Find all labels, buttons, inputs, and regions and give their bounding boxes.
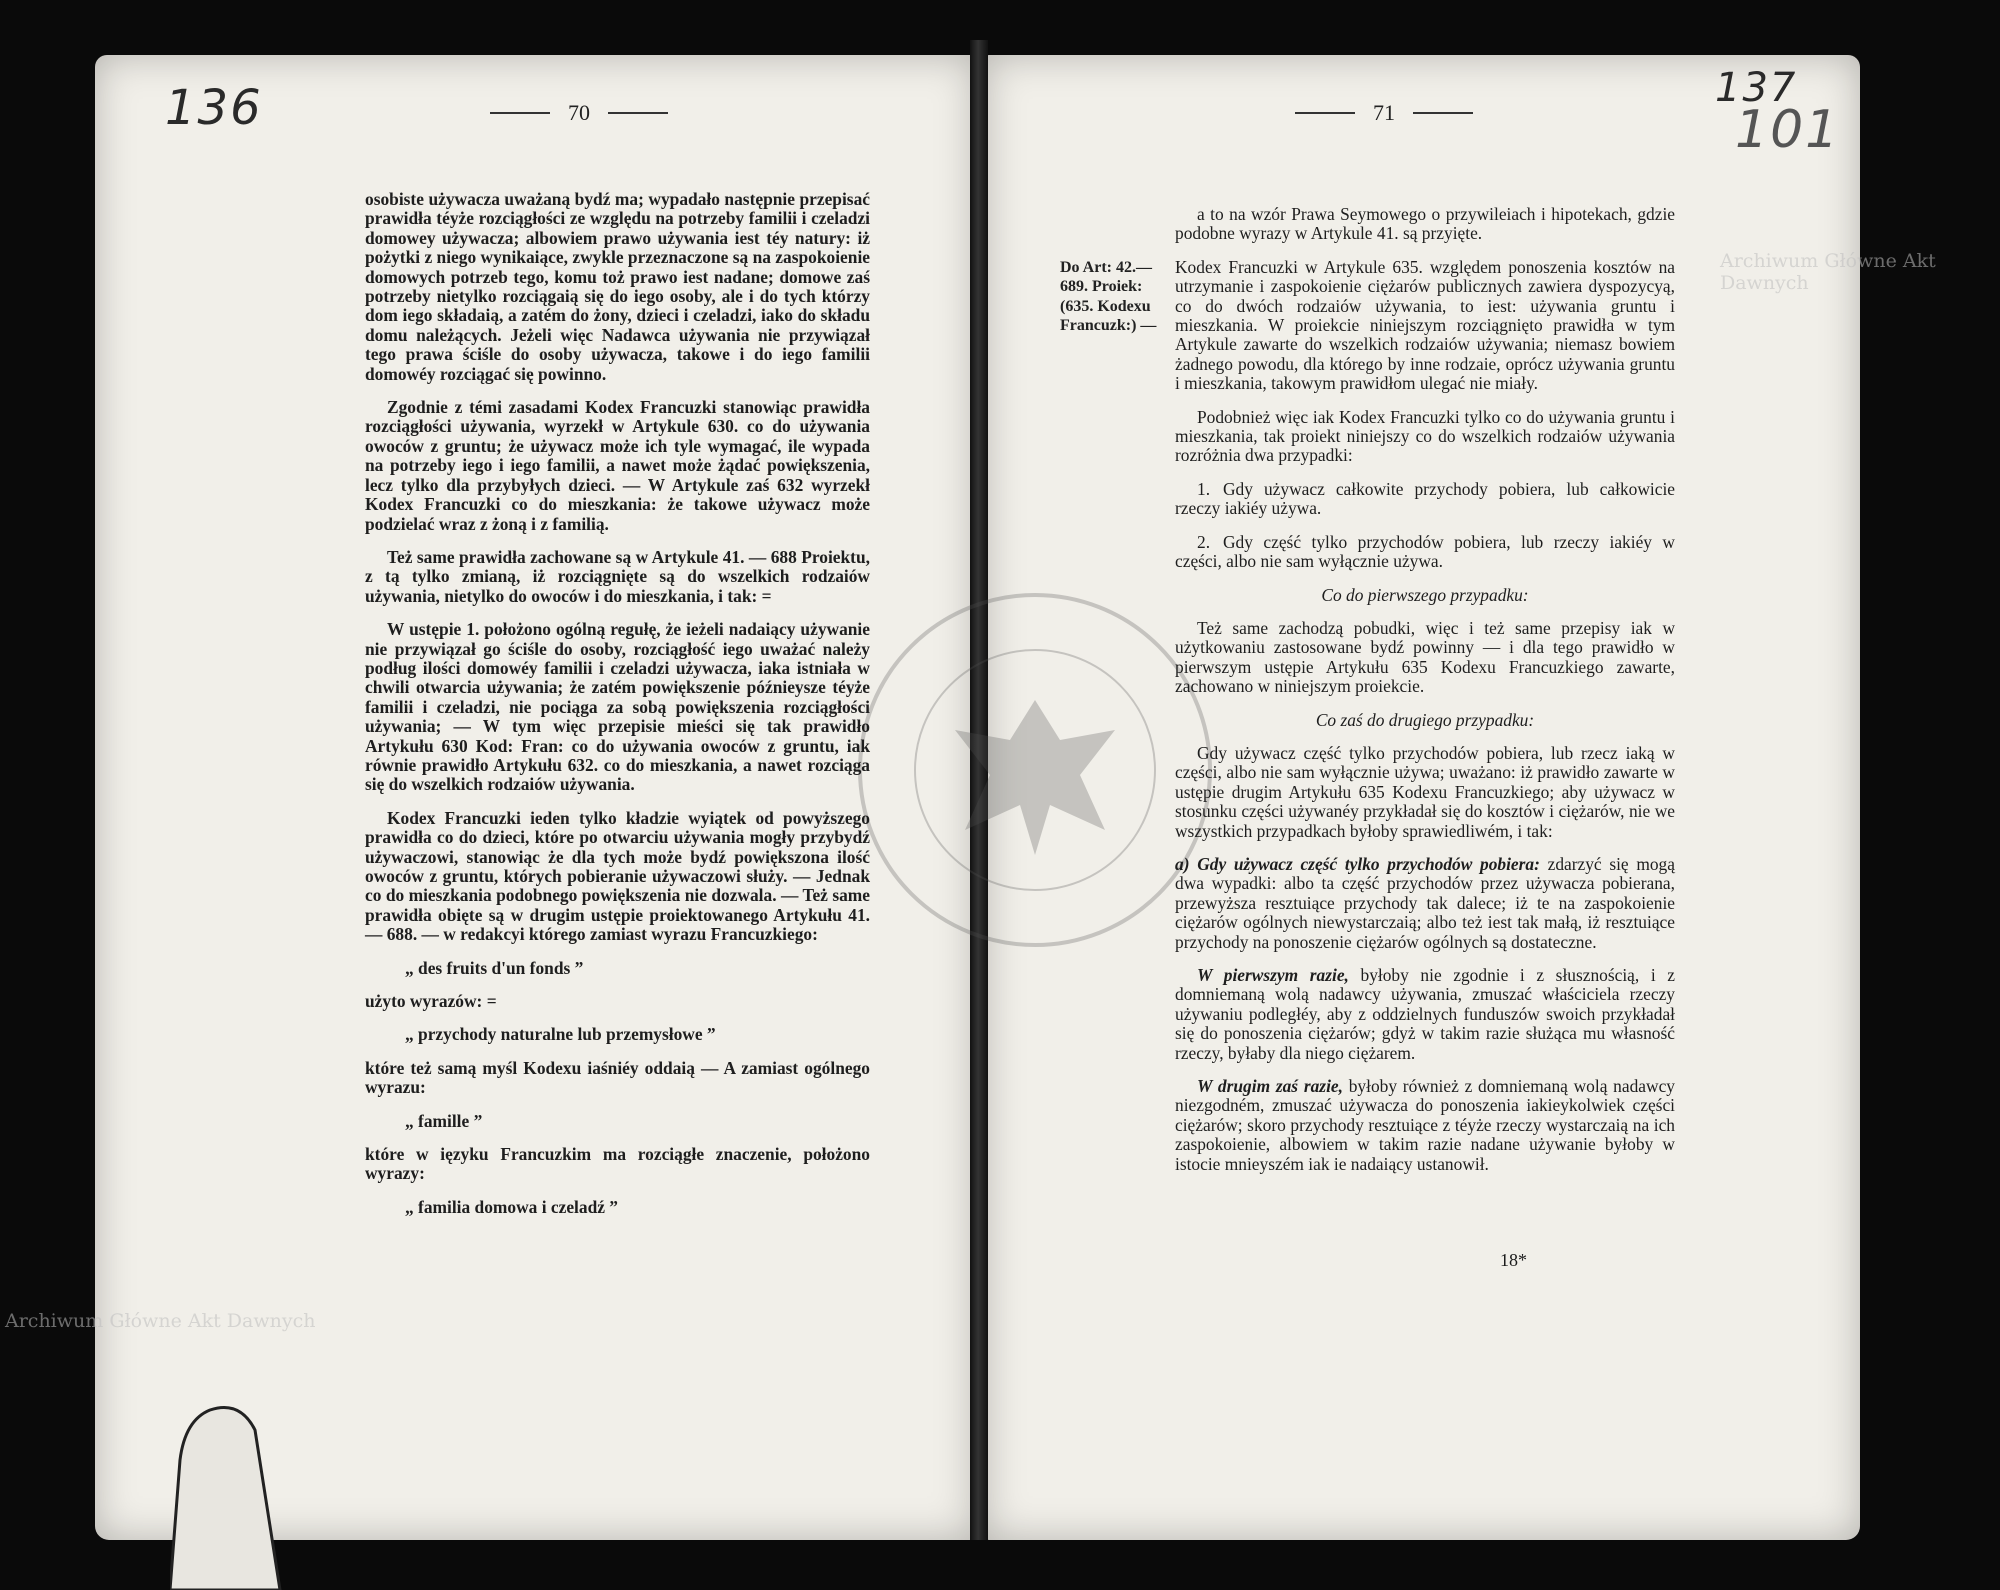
right-paragraph: Też same zachodzą pobudki, więc i też same przepisy iak w użytkowaniu zastosowane bydź powinny — i dla tego prawidło w pierwszym ustępie Artykułu 635 Kodexu Francuzkiego zawarte, zachowano w niniejszym proiekcie. <box>1175 617 1675 697</box>
section-heading: Co do pierwszego przypadku: <box>1321 584 1529 605</box>
left-paragraph: osobiste używacza uważaną bydź ma; wypadało następnie przepisać prawidła téyże rozciągłości ze względu na potrzeby familii i czeladzi domowey używacza; albowiem prawo używania iest téy natury: iż pożytki z niego wynikaiące, zwykle przeznaczone są na zaspokoienie domowych potrzeb tego, komu toż prawo iest nadane; domowe zaś potrzeby nietylko rozciągaią się do iego osoby, ale i do tych którzy dom iego składaią, a zatém do żony, dzieci i czeladzi, iako do składu domu należących. Jeżeli więc Nadawca używania nie przywiązał tego prawa ściśle do osoby używacza, takowe i do iego familii domowéy rozciągać się powinno. <box>365 189 870 384</box>
second-case-paragraph <box>1175 1077 1675 1174</box>
archive-seal <box>845 580 1225 960</box>
dash <box>608 112 668 114</box>
right-paragraph: Kodex Francuzki w Artykule 635. względem ponoszenia kosztów na utrzymanie i zaspokoienie ciężarów publicznych zawiera dyspozycyą, co do dwóch rodzaiów używania, to iest: używania gruntu i mieszkania. W proiekcie niniejszym rozciągnięto prawidła w tym Artykule zawarte do wszelkich rodzaiów używania; niemasz bowiem żadnego powodu, dla którego by inne rodzaie, oprócz używania gruntu i mieszkania, takowym prawidłom ulegać nie miały. <box>1175 256 1675 394</box>
watermark-top-right: Archiwum Główne Akt Dawnych <box>1720 250 1936 294</box>
right-page-body <box>1175 205 1675 1188</box>
section-heading: Co zaś do drugiego przypadku: <box>1315 709 1535 730</box>
quote-polish: „ przychody naturalne lub przemysłowe ” <box>405 1024 716 1045</box>
page-number-text: 70 <box>568 100 590 125</box>
case-text: Gdy używacz całkowite przychody pobiera, lub całkowicie rzeczy iakiéy używa. <box>1175 478 1675 519</box>
right-paragraph: a to na wzór Prawa Seymowego o przywileiach i hipotekach, gdzie podobne wyrazy w Artykule 41. są przyięte. <box>1175 204 1675 244</box>
right-paragraph: Gdy używacz część tylko przychodów pobiera, lub rzecz iaką w części, albo nie sam wyłącznie używa; uważano: iż prawidło zawarte w ustępie drugim Artykułu 635 Kodexu Francuzkiego; aby używacz w stosunku części używanéy przykładał się do kosztów i ciężarów, nie we wszystkich przypadkach byłoby sprawiedliwém, i tak: <box>1175 742 1675 841</box>
quote-french: „ des fruits d'un fonds ” <box>405 957 584 978</box>
case-1 <box>1175 480 1675 519</box>
left-paragraph: Zgodnie z témi zasadami Kodex Francuzki stanowiąc prawidła rozciągłości używania, wyrzekł w Artykule 630. co do używania owoców z gruntu; że używacz może ich tyle wymagać, ile wypada na potrzeby iego i iego familii, a nawet może żądać powiększenia, lecz tylko dla przybyłych dzieci. — W Artykule zaś 632 wyrzekł Kodex Francuzki co do mieszkania: że takowe używacz może podzielać wraz z żoną i z familią. <box>365 397 870 534</box>
handwritten-folio-right: 137 <box>1715 65 1798 111</box>
left-page-number <box>490 100 668 126</box>
left-line: które w ięzyku Francuzkim ma rozciągłe znaczenie, położono wyrazy: <box>365 1144 870 1184</box>
printer-signature: 18* <box>1500 1250 1527 1270</box>
page-number-text: 71 <box>1373 100 1395 125</box>
left-page-body <box>365 190 870 1231</box>
lead-italic: W pierwszym razie, <box>1197 965 1349 985</box>
handwritten-folio-left: 136 <box>165 80 263 136</box>
right-paragraph: Podobnież więc iak Kodex Francuzki tylko co do używania gruntu i mieszkania, tak proiekt niniejszy co do wszelkich rodzaiów używania rozróżnia dwa przypadki: <box>1175 406 1675 466</box>
left-line: użyto wyrazów: = <box>365 991 497 1012</box>
handwritten-folio-old: 101 <box>1735 100 1841 160</box>
margin-note: Do Art: 42.— 689. Proiek: (635. Kodexu Francuzk:) — <box>1060 259 1157 335</box>
first-case-paragraph <box>1175 966 1675 1063</box>
paragraph-text: byłoby również z domniemaną wolą nadawcy niezgodném, zmuszać używacza do ponoszenia iakieykolwiek części ciężarów; skoro przychody resztuiące z téyże rzeczy wystarczaią na ich zaspokoienie, albowiem w takim razie nadane używanie byłoby w istocie mnieyszém iak ie nadaiący ustanowił. <box>1175 1076 1675 1174</box>
case-a-text: zdarzyć się mogą dwa wypadki: albo ta część przychodów przez używacza pobierana, przewyższa resztuiące przychody tak dalece; iż te na zaspokoienie ciężarów ogólnych niewystarczaią; albo też iest tak małą, iż resztuiące przychody na ponoszenie ciężarów ogólnych są dostateczne. <box>1175 853 1675 952</box>
case-a-label: a) <box>1175 853 1190 874</box>
case-a <box>1175 855 1675 952</box>
case-text: Gdy część tylko przychodów pobiera, lub rzeczy iakiéy w części, albo nie sam wyłącznie używa. <box>1175 531 1675 572</box>
lead-italic: W drugim zaś razie, <box>1197 1076 1343 1097</box>
left-line: które też samą myśl Kodexu iaśniéy oddaią — A zamiast ogólnego wyrazu: <box>365 1057 870 1098</box>
case-2 <box>1175 533 1675 572</box>
left-paragraph: Kodex Francuzki ieden tylko kładzie wyiątek od powyższego prawidła co do dzieci, które po otwarciu używania mogły przybydź używaczowi, stanowiąc że dla tych może bydź powiększona ilość owoców z gruntu, których pobieranie używaczowi służy. — Jednak co do mieszkania podobnego powiększenia nie dozwala. — Też same prawidła obięte są w drugim ustępie proiektowanego Artykułu 41. — 688. — w redakcyi którego zamiast wyrazu Francuzkiego: <box>365 807 870 945</box>
dash <box>1295 112 1355 114</box>
bookmark-shadow <box>170 1400 290 1590</box>
quote-french: „ famille ” <box>405 1110 483 1131</box>
paragraph-text: byłoby nie zgodnie i z słusznością, i z domniemaną wolą nadawcy używania, zmuszać właściciela rzeczy używaniu podległéy, aby z oddzielnych funduszów swoich przykładał się do ponoszenia ciężarów; gdyż w takim razie służąca mu własność rzeczy, byłaby dla niego ciężarem. <box>1175 965 1675 1063</box>
quote-polish: „ familia domowa i czeladź ” <box>405 1196 619 1217</box>
right-page-number <box>1295 100 1473 126</box>
watermark-bottom-left: Archiwum Główne Akt Dawnych <box>5 1310 316 1332</box>
case-number: 1. <box>1197 478 1211 499</box>
left-paragraph: W ustępie 1. położono ogólną regułę, że ieżeli nadaiący używanie nie przywiązał go ściśle do osoby, rozciągłość iego uważać należy podług ilości domowéy familii i czeladzi używacza, iaka istniała w chwili otwarcia używania; że zatém powiększenie późnieysze téyże familii i czeladzi, nie pociąga za sobą powiększenia rozciągłości używania; — W tym więc przepisie mieści się tak prawidło Artykułu 630 Kod: Fran: co do używania owoców z gruntu, iak równie prawidło Artykułu 632. co do mieszkania, a nawet rozciąga się do wszelkich rodzaiów używania. <box>365 619 870 795</box>
left-paragraph: Też same prawidła zachowane są w Artykule 41. — 688 Proiektu, z tą tylko zmianą, iż rozciągnięte są do wszelkich rodzaiów używania, nietylko do owoców i do mieszkania, i tak: = <box>365 546 870 606</box>
case-a-lead: Gdy używacz część tylko przychodów pobiera: <box>1197 853 1540 874</box>
dash <box>490 112 550 114</box>
dash <box>1413 112 1473 114</box>
case-number: 2. <box>1197 531 1211 552</box>
